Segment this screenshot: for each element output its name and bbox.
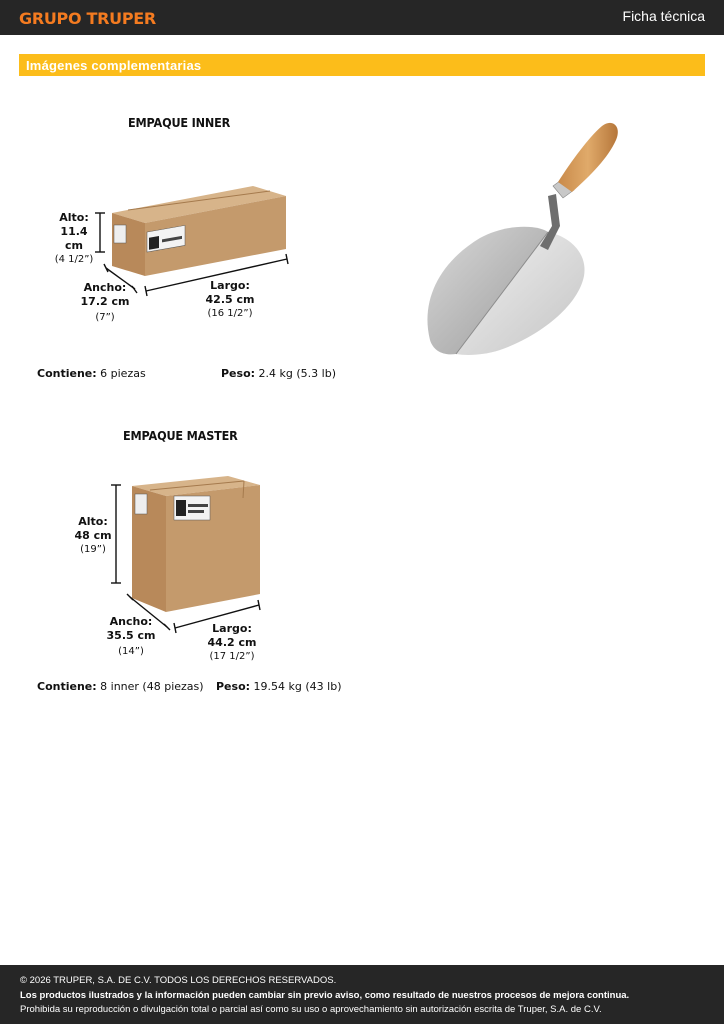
master-alto-imperial: (19”) (80, 544, 106, 555)
master-ancho-label: Ancho: (109, 615, 153, 628)
footer-legal: Prohibida su reproducción o divulgación total o parcial así como su uso o aprovechamiento sin autorización escrita de Truper, S.A. de C.V. (20, 1004, 602, 1015)
inner-alto-label: Alto: (59, 211, 89, 224)
master-contents-label: Contiene: (37, 680, 97, 693)
master-weight (216, 680, 341, 693)
master-ancho-imperial: (14”) (118, 646, 144, 657)
inner-ancho-label: Ancho: (83, 281, 127, 294)
inner-contents-value: 6 piezas (100, 367, 146, 380)
master-largo-label: Largo: (212, 622, 252, 635)
inner-ancho-imperial: (7”) (95, 312, 115, 323)
inner-contents-label: Contiene: (37, 367, 97, 380)
master-largo-dimension (202, 622, 262, 664)
inner-weight-label: Peso: (221, 367, 256, 380)
inner-alto-metric: 11.4 cm (60, 225, 88, 252)
master-ancho-dimension (103, 615, 159, 659)
master-package-title: EMPAQUE MASTER (123, 428, 238, 443)
master-contents-value: 8 inner (48 piezas) (100, 680, 204, 693)
inner-alto-imperial: (4 1/2”) (54, 254, 94, 265)
master-contents (37, 680, 204, 693)
footer-copyright: © 2026 TRUPER, S.A. DE C.V. TODOS LOS DERECHOS RESERVADOS. (20, 975, 337, 986)
master-alto-metric: 48 cm (74, 529, 112, 542)
footer (0, 965, 724, 1024)
inner-largo-imperial: (16 1/2”) (207, 308, 253, 319)
master-weight-value: 19.54 kg (43 lb) (253, 680, 342, 693)
brand-logo: GRUPO TRUPER (19, 9, 156, 28)
inner-largo-metric: 42.5 cm (205, 293, 255, 306)
inner-ancho-metric: 17.2 cm (80, 295, 130, 308)
inner-largo-label: Largo: (210, 279, 250, 292)
master-ancho-metric: 35.5 cm (106, 629, 156, 642)
footer-notice: Los productos ilustrados y la información pueden cambiar sin previo aviso, como resultado de nuestros procesos de mejora continua. (20, 990, 630, 1001)
master-alto-dimension (68, 515, 118, 557)
inner-weight-value: 2.4 kg (5.3 lb) (258, 367, 336, 380)
master-alto-label: Alto: (78, 515, 108, 528)
inner-package-title: EMPAQUE INNER (128, 115, 231, 130)
master-largo-imperial: (17 1/2”) (209, 651, 255, 662)
master-weight-label: Peso: (216, 680, 251, 693)
master-largo-metric: 44.2 cm (207, 636, 257, 649)
document-type: Ficha técnica (622, 8, 705, 24)
section-title: Imágenes complementarias (26, 58, 202, 73)
